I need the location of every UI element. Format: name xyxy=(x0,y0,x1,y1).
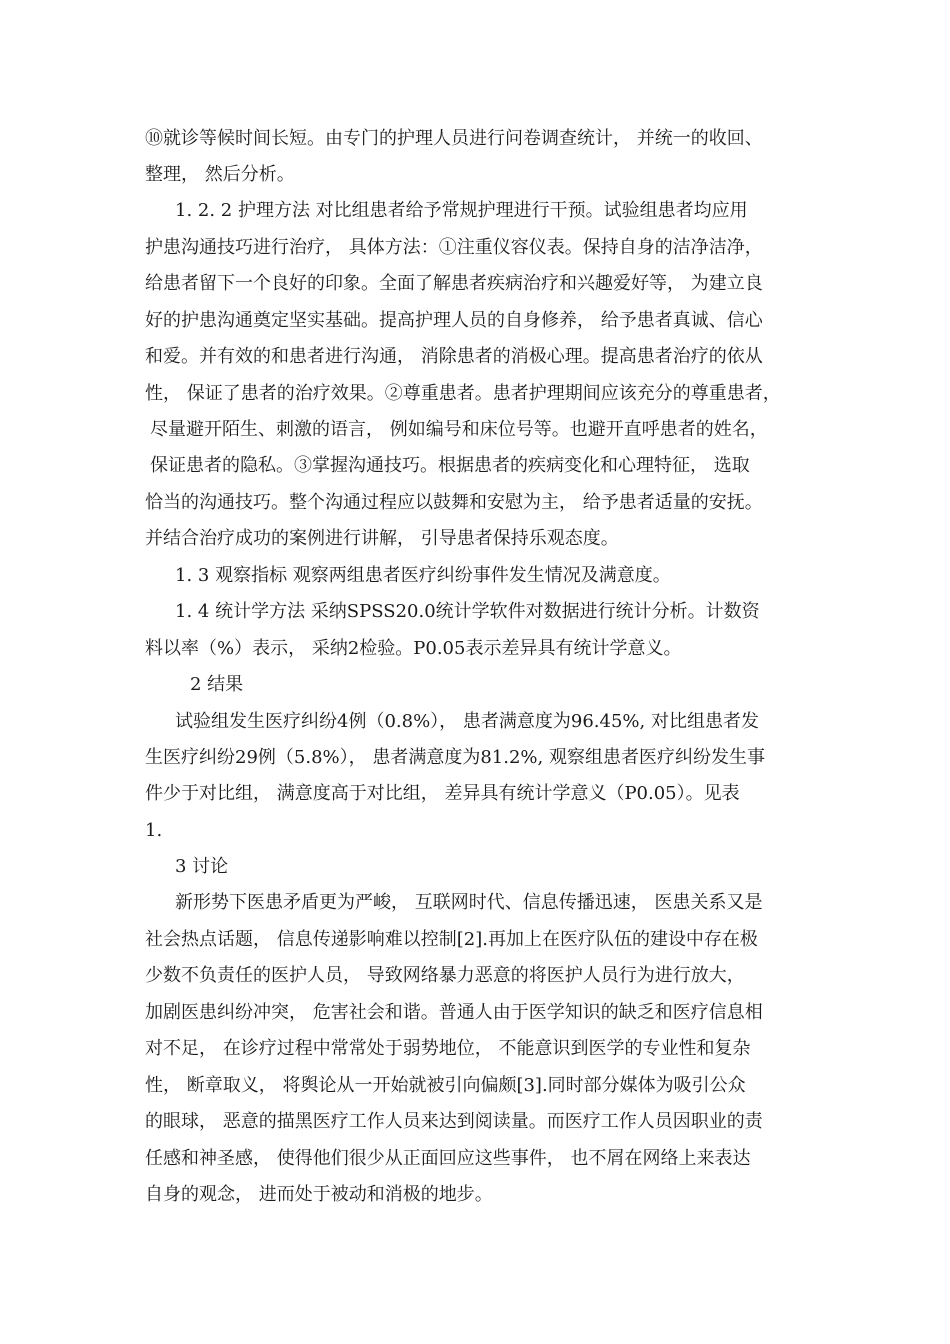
section-heading-1-2-2: 1. 2. 2 护理方法 对比组患者给予常规护理进行干预。试验组患者均应用 xyxy=(175,200,748,221)
text-line: 1. xyxy=(145,820,163,841)
text-line: 和爱。并有效的和患者进行沟通， 消除患者的消极心理。提高患者治疗的依从 xyxy=(145,346,763,367)
text-line: 整理， 然后分析。 xyxy=(145,164,295,185)
text-line: 任感和神圣感， 使得他们很少从正面回应这些事件， 也不屑在网络上来表达 xyxy=(145,1148,751,1169)
text-line: 的眼球， 恶意的描黑医疗工作人员来达到阅读量。而医疗工作人员因职业的责 xyxy=(145,1111,763,1132)
section-heading-discussion: 3 讨论 xyxy=(175,856,229,877)
text-line: 社会热点话题， 信息传递影响难以控制[2].再加上在医疗队伍的建设中存在极 xyxy=(145,929,758,950)
section-heading-results: 2 结果 xyxy=(190,674,244,695)
text-line: 少数不负责任的医护人员， 导致网络暴力恶意的将医护人员行为进行放大， xyxy=(145,965,745,986)
text-line: 件少于对比组， 满意度高于对比组， 差异具有统计学意义（P0.05）。见表 xyxy=(145,783,740,804)
text-line: 护患沟通技巧进行治疗， 具体方法：①注重仪容仪表。保持自身的洁净洁净， xyxy=(145,237,763,258)
text-line: 新形势下医患矛盾更为严峻， 互联网时代、信息传播迅速， 医患关系又是 xyxy=(175,892,763,913)
text-line: 恰当的沟通技巧。整个沟通过程应以鼓舞和安慰为主， 给予患者适量的安抚。 xyxy=(145,492,763,513)
text-line: 对不足， 在诊疗过程中常常处于弱势地位， 不能意识到医学的专业性和复杂 xyxy=(145,1038,751,1059)
text-line: 保证患者的隐私。③掌握沟通技巧。根据患者的疾病变化和心理特征， 选取 xyxy=(150,455,750,476)
text-line: 生医疗纠纷29例（5.8%）， 患者满意度为81.2%, 观察组患者医疗纠纷发生事 xyxy=(145,747,765,768)
text-line: 并结合治疗成功的案例进行讲解， 引导患者保持乐观态度。 xyxy=(145,528,619,549)
section-heading-1-4: 1. 4 统计学方法 采纳SPSS20.0统计学软件对数据进行统计分析。计数资 xyxy=(175,601,760,622)
text-line: 加剧医患纠纷冲突， 危害社会和谐。普通人由于医学知识的缺乏和医疗信息相 xyxy=(145,1002,763,1023)
text-line: 自身的观念， 进而处于被动和消极的地步。 xyxy=(145,1184,493,1205)
text-line: 试验组发生医疗纠纷4例（0.8%）， 患者满意度为96.45%, 对比组患者发 xyxy=(175,711,759,732)
text-line: 尽量避开陌生、刺激的语言， 例如编号和床位号等。也避开直呼患者的姓名， xyxy=(150,419,768,440)
text-line: 性， 断章取义， 将舆论从一开始就被引向偏颇[3].同时部分媒体为吸引公众 xyxy=(145,1075,746,1096)
text-line: 料以率（%）表示， 采纳2检验。P0.05表示差异具有统计学意义。 xyxy=(145,638,682,659)
text-line: ⑩就诊等候时间长短。由专门的护理人员进行问卷调查统计， 并统一的收回、 xyxy=(145,128,763,149)
text-line: 好的护患沟通奠定坚实基础。提高护理人员的自身修养， 给予患者真诚、信心 xyxy=(145,310,763,331)
text-line: 给患者留下一个良好的印象。全面了解患者疾病治疗和兴趣爱好等， 为建立良 xyxy=(145,273,763,294)
section-heading-1-3: 1. 3 观察指标 观察两组患者医疗纠纷事件发生情况及满意度。 xyxy=(175,565,671,586)
text-line: 性， 保证了患者的治疗效果。②尊重患者。患者护理期间应该充分的尊重患者， xyxy=(145,383,781,404)
